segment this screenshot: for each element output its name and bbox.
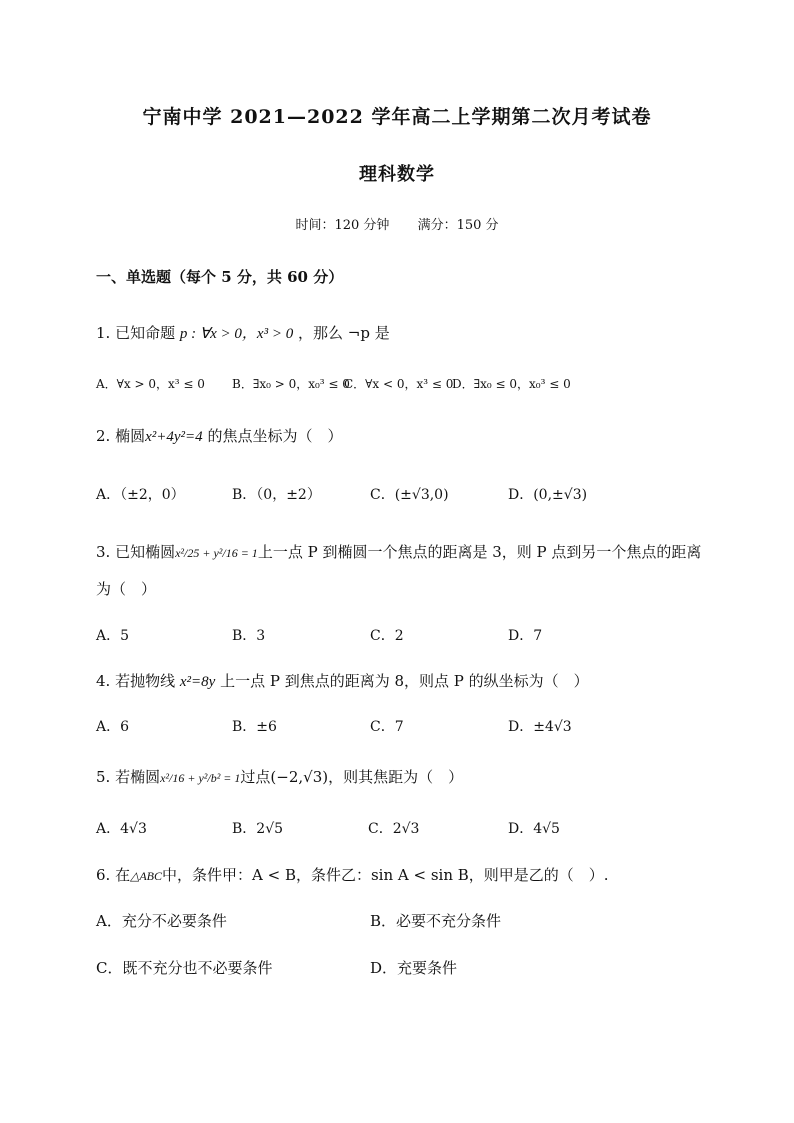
q4-option-c: C．7 <box>370 719 404 735</box>
q1-option-b: B．∃x₀ > 0，x₀³ ≤ 0 <box>232 377 350 391</box>
q5-option-d: D．4√5 <box>508 821 560 837</box>
q1-formula: p : ∀x > 0，x³ > 0 <box>179 326 294 342</box>
q6-option-b: B．必要不充分条件 <box>370 912 502 930</box>
q1-prefix: 1. 已知命题 <box>96 324 176 342</box>
q4-option-a: A．6 <box>96 719 130 735</box>
question-4-stem <box>96 670 589 691</box>
question-1-stem <box>96 322 390 343</box>
exam-subtitle: 理科数学 <box>359 164 435 185</box>
q2-option-c: C．(±√3,0) <box>370 487 449 503</box>
q4-formula: x²=8y <box>179 674 216 690</box>
q6-prefix: 6. 在 <box>96 866 131 884</box>
q4-option-b: B．±6 <box>232 719 277 735</box>
q2-suffix: 的焦点坐标为（ ） <box>207 427 343 445</box>
q3-option-b: B．3 <box>232 628 266 644</box>
exam-title: 宁南中学 2021—2022 学年高二上学期第二次月考试卷 <box>142 106 652 128</box>
q4-suffix: 上一点 P 到焦点的距离为 8，则点 P 的纵坐标为（ ） <box>220 672 589 690</box>
q6-option-c: C．既不充分也不必要条件 <box>96 959 273 977</box>
q2-prefix: 2. 椭圆 <box>96 427 146 445</box>
q3-option-a: A．5 <box>96 628 130 644</box>
q3-stem-line2: 为（ ） <box>96 580 157 598</box>
q3-option-c: C．2 <box>370 628 404 644</box>
q5-formula: x²/16 + y²/b² = 1 <box>160 771 241 785</box>
q1-option-c: C．∀x < 0，x³ ≤ 0 <box>344 377 454 391</box>
q5-suffix: 过点(−2,√3)，则其焦距为（ ） <box>240 768 464 786</box>
question-3-stem <box>96 541 701 562</box>
q2-option-b: B．（0，±2） <box>232 487 321 503</box>
exam-time: 时间：120 分钟 <box>295 218 390 233</box>
q4-prefix: 4. 若抛物线 <box>96 672 176 690</box>
q1-option-a: A．∀x > 0，x³ ≤ 0 <box>96 377 205 391</box>
q6-formula: △ABC <box>130 869 162 883</box>
question-6-stem <box>96 864 609 885</box>
q3-suffix: 上一点 P 到椭圆一个焦点的距离是 3，则 P 点到另一个焦点的距离 <box>257 543 702 561</box>
q2-option-d: D．(0,±√3) <box>508 487 588 503</box>
q2-option-a: A．（±2，0） <box>96 487 185 503</box>
q6-option-a: A．充分不必要条件 <box>96 912 227 930</box>
question-2-stem <box>96 425 342 446</box>
exam-score: 满分：150 分 <box>417 218 499 233</box>
q3-option-d: D．7 <box>508 628 543 644</box>
q6-option-d: D．充要条件 <box>370 959 458 977</box>
q5-option-c: C．2√3 <box>368 821 420 837</box>
q2-formula: x²+4y²=4 <box>145 429 203 445</box>
q6-suffix: 中，条件甲：A < B，条件乙：sin A < sin B，则甲是乙的（ ）. <box>162 866 609 884</box>
q4-option-d: D．±4√3 <box>508 719 572 735</box>
section-heading: 一、单选题（每个 5 分，共 60 分） <box>96 268 344 286</box>
q5-prefix: 5. 若椭圆 <box>96 768 161 786</box>
q1-option-d: D．∃x₀ ≤ 0，x₀³ ≤ 0 <box>452 377 571 391</box>
question-5-stem <box>96 766 463 787</box>
q5-option-a: A．4√3 <box>96 821 147 837</box>
q1-suffix: ，那么 ¬p 是 <box>297 324 390 342</box>
q3-prefix: 3. 已知椭圆 <box>96 543 176 561</box>
exam-info <box>0 214 794 233</box>
q3-formula: x²/25 + y²/16 = 1 <box>175 546 258 560</box>
q5-option-b: B．2√5 <box>232 821 284 837</box>
